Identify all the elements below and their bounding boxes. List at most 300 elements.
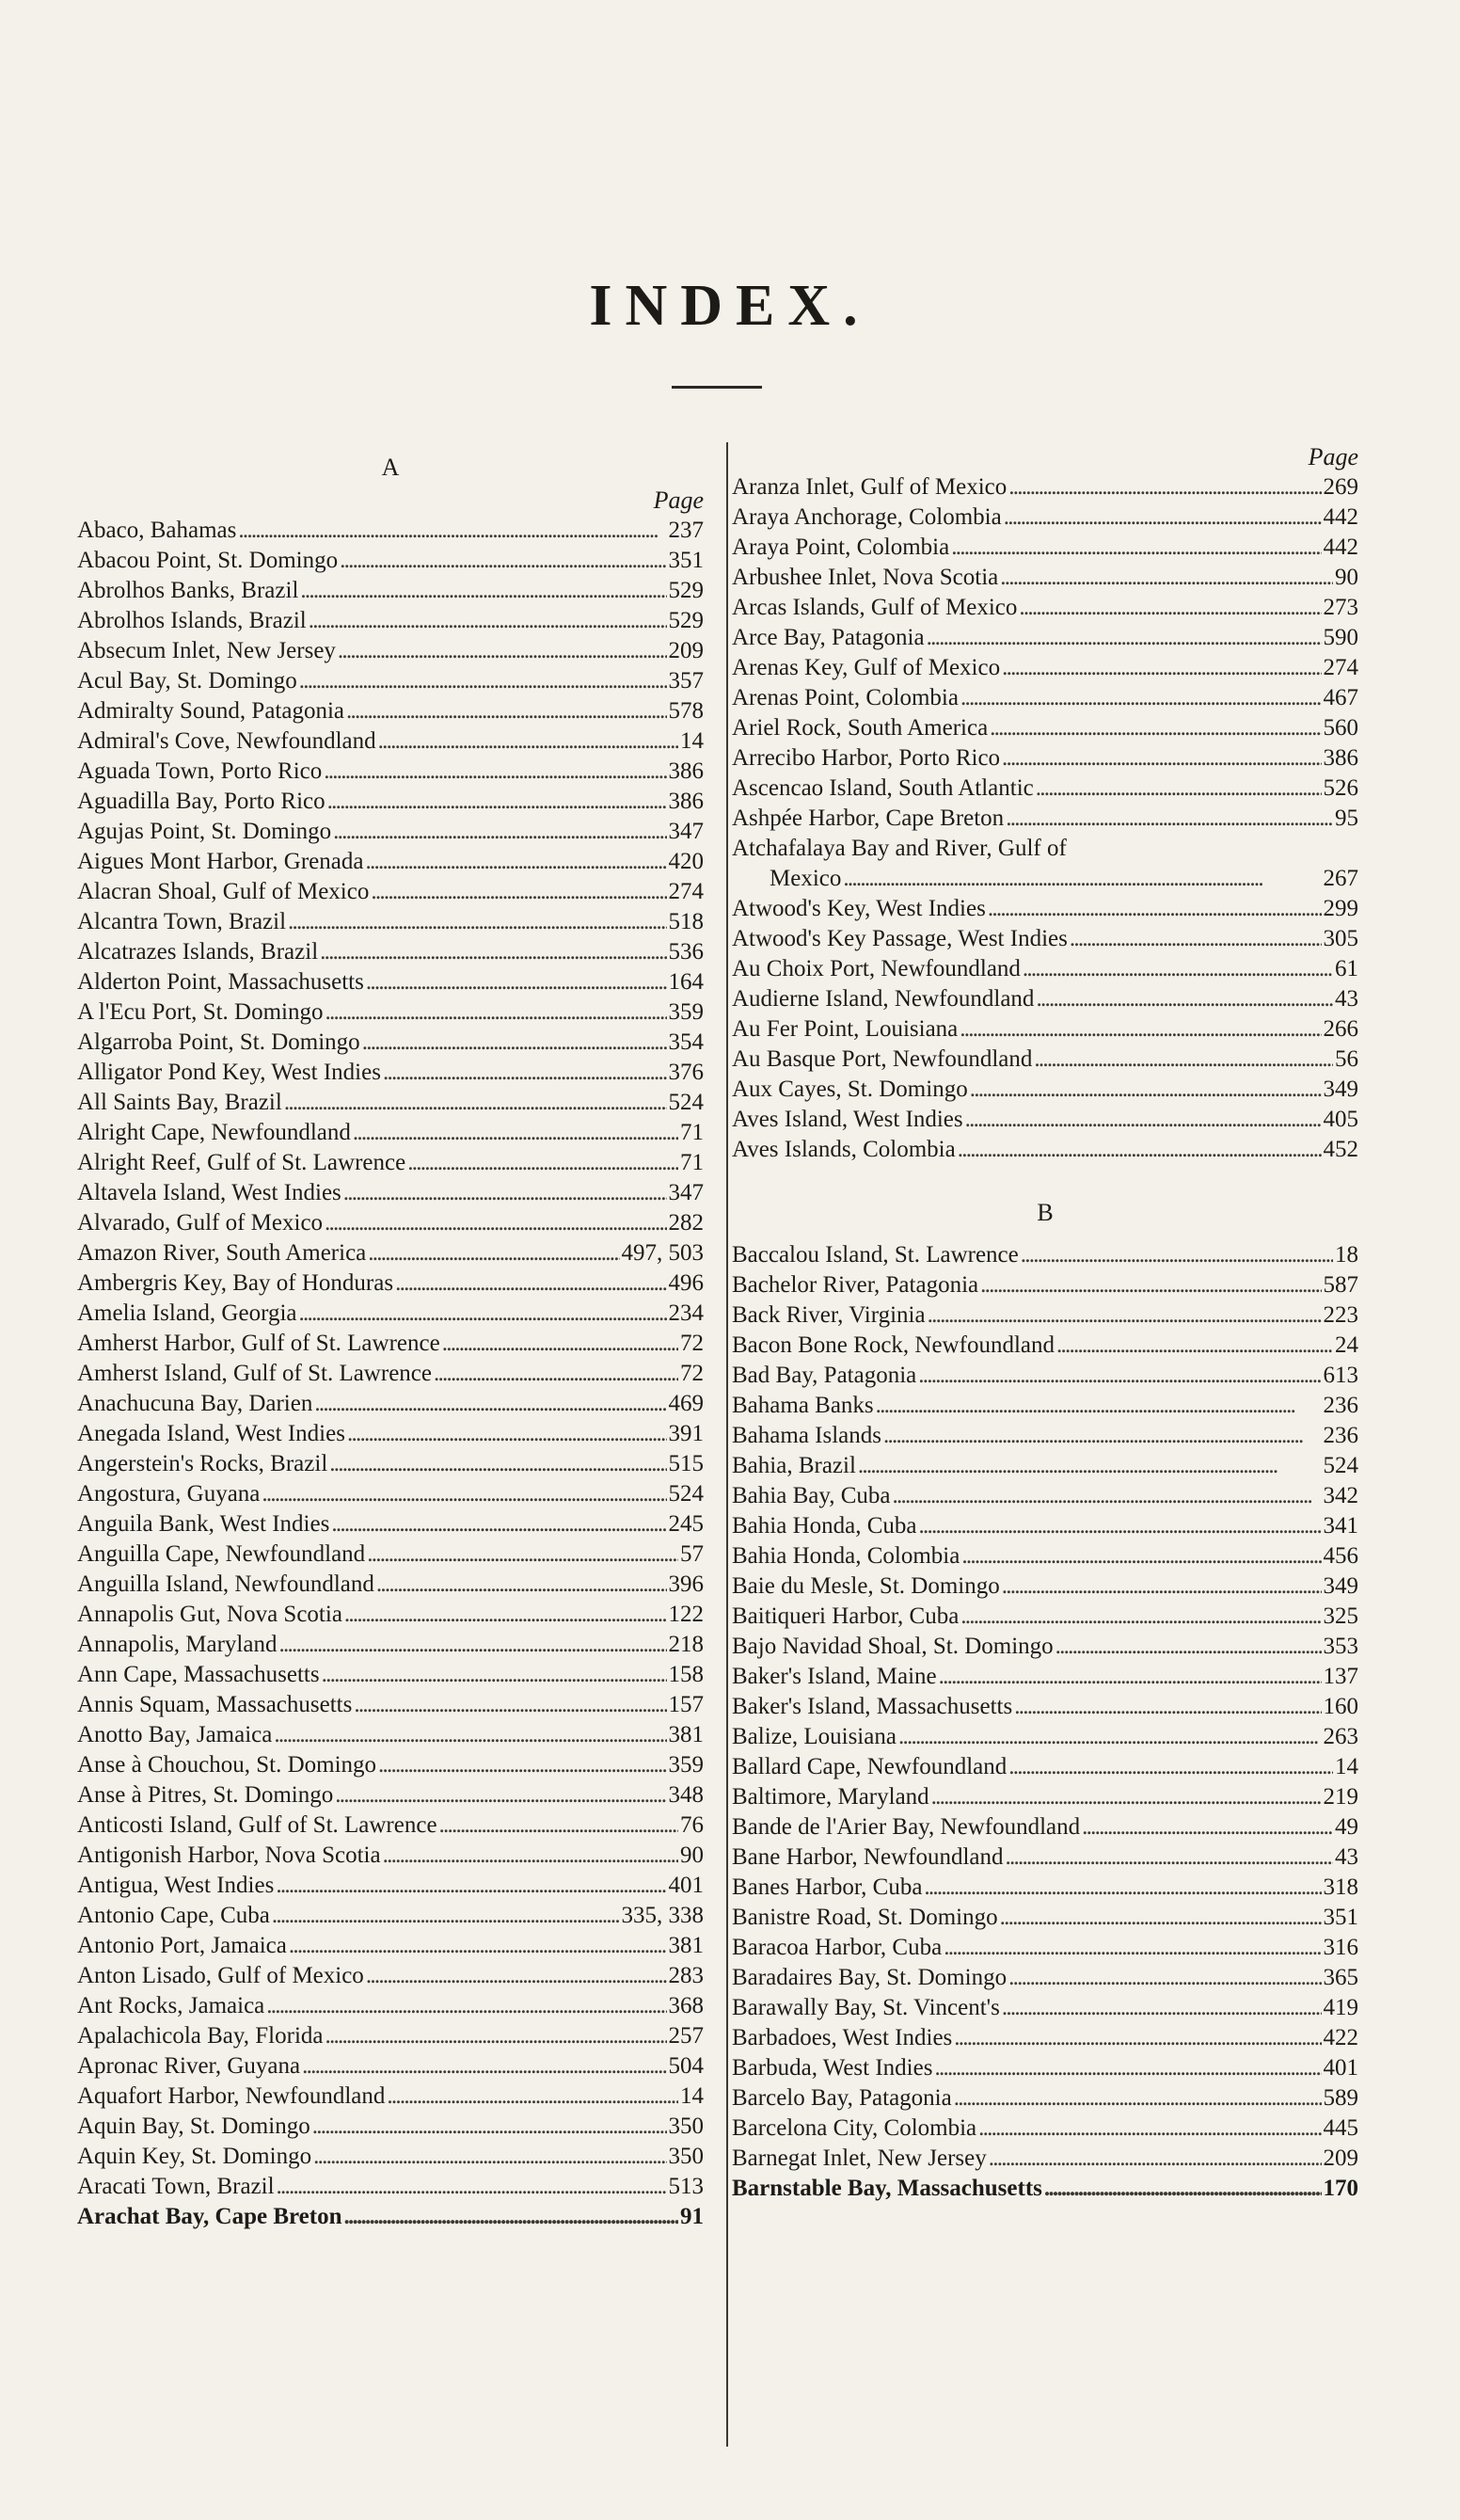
index-entry: [732, 2174, 1358, 2204]
leader-dots: [289, 1931, 667, 1961]
entry-page: 350: [668, 2113, 704, 2139]
index-entry: [732, 1752, 1358, 1782]
leader-dots: [1044, 2174, 1322, 2204]
entry-page: 43: [1335, 1844, 1358, 1870]
entry-page: 405: [1323, 1107, 1358, 1132]
entry-name: Anguilla Island, Newfoundland: [77, 1571, 374, 1597]
entry-page: 170: [1323, 2176, 1358, 2201]
entry-name: Annapolis, Maryland: [77, 1632, 278, 1657]
leader-dots: [1070, 924, 1322, 954]
entry-page: 263: [1323, 1724, 1358, 1749]
entry-name: Aguadilla Bay, Porto Rico: [77, 789, 325, 814]
leader-dots: [951, 533, 1321, 563]
index-entry: [77, 1961, 704, 1991]
entry-page: 518: [668, 909, 704, 934]
entry-page: 341: [1323, 1513, 1358, 1539]
index-entry: [77, 1841, 704, 1871]
index-entry: [77, 1058, 704, 1088]
entry-name: Admiral's Cove, Newfoundland: [77, 728, 376, 754]
leader-dots: [1056, 1331, 1333, 1361]
index-entry: [77, 1780, 704, 1810]
index-entry: [77, 2081, 704, 2112]
index-entry: [732, 502, 1358, 533]
leader-dots: [324, 757, 666, 787]
entry-page: 349: [1323, 1077, 1358, 1102]
leader-dots: [927, 623, 1322, 653]
entry-page: 318: [1323, 1874, 1358, 1900]
leader-dots: [346, 696, 667, 726]
entry-page: 526: [1323, 775, 1358, 801]
entry-name: Barcelo Bay, Patagonia: [732, 2085, 952, 2111]
index-entry: [732, 1045, 1358, 1075]
leader-dots: [1002, 1571, 1322, 1602]
entry-page: 325: [1323, 1603, 1358, 1629]
leader-dots: [278, 1630, 666, 1660]
index-entry: [732, 834, 1358, 864]
entry-page: 513: [668, 2174, 704, 2199]
entry-page: 613: [1323, 1363, 1358, 1388]
entry-page: 401: [668, 1873, 704, 1898]
entry-page: 359: [668, 999, 704, 1025]
leader-dots: [1008, 472, 1321, 502]
index-entry: [77, 1750, 704, 1780]
index-entry: [732, 1571, 1358, 1602]
index-entry: [77, 1509, 704, 1539]
entry-name: Banes Harbor, Cuba: [732, 1874, 923, 1900]
leader-dots: [338, 636, 667, 666]
entry-name: Bahia Honda, Cuba: [732, 1513, 917, 1539]
entry-name: Anachucuna Bay, Darien: [77, 1391, 313, 1416]
leader-dots: [965, 1105, 1322, 1135]
entry-page: 386: [668, 789, 704, 814]
entry-name: Angostura, Guyana: [77, 1481, 261, 1507]
entry-page: 72: [680, 1361, 704, 1386]
entry-name: Ariel Rock, South America: [732, 715, 989, 741]
index-list-left: [77, 516, 704, 2232]
leader-dots: [988, 894, 1322, 924]
index-entry: [77, 847, 704, 877]
entry-page: 350: [668, 2144, 704, 2169]
index-entry: [732, 1421, 1358, 1451]
leader-dots: [1006, 1842, 1334, 1873]
leader-dots: [960, 1014, 1321, 1045]
leader-dots: [918, 1361, 1321, 1391]
index-entry: [77, 2021, 704, 2051]
entry-page: 452: [1323, 1137, 1358, 1162]
index-entry: [732, 2083, 1358, 2113]
leader-dots: [368, 1238, 619, 1268]
entry-name: Alright Cape, Newfoundland: [77, 1120, 351, 1145]
entry-page: 524: [668, 1090, 704, 1115]
leader-dots: [284, 1088, 667, 1118]
entry-page: 515: [668, 1451, 704, 1476]
entry-page: 386: [668, 758, 704, 784]
entry-page: 43: [1335, 986, 1358, 1012]
leader-dots: [313, 2142, 666, 2172]
index-entry: [732, 1812, 1358, 1842]
entry-name: Bad Bay, Patagonia: [732, 1363, 917, 1388]
index-entry: [77, 1028, 704, 1058]
entry-name: Antonio Cape, Cuba: [77, 1903, 270, 1928]
index-entry: [77, 606, 704, 636]
entry-page: 353: [1323, 1634, 1358, 1659]
leader-dots: [327, 787, 667, 817]
index-entry: [732, 1105, 1358, 1135]
entry-name: Arenas Point, Colombia: [732, 685, 959, 710]
index-entry: [77, 2142, 704, 2172]
entry-page: 529: [668, 578, 704, 603]
entry-name: Anguila Bank, West Indies: [77, 1511, 330, 1537]
index-entry: [77, 1268, 704, 1299]
index-entry: [732, 743, 1358, 774]
leader-dots: [378, 726, 678, 757]
entry-name: Baie du Mesle, St. Domingo: [732, 1573, 1000, 1599]
entry-page: 266: [1323, 1016, 1358, 1042]
index-entry: [77, 1088, 704, 1118]
entry-page: 354: [668, 1029, 704, 1055]
leader-dots: [266, 1991, 666, 2021]
entry-page: 61: [1335, 956, 1358, 981]
index-entry: [732, 683, 1358, 713]
entry-page: 357: [668, 668, 704, 694]
leader-dots: [931, 1782, 1322, 1812]
leader-dots: [954, 2023, 1321, 2053]
section-heading-b: B: [1037, 1199, 1054, 1226]
entry-name: Au Choix Port, Newfoundland: [732, 956, 1021, 981]
left-column: [77, 442, 704, 2232]
leader-dots: [980, 1270, 1321, 1300]
index-entry: [77, 696, 704, 726]
entry-page: 524: [1323, 1453, 1358, 1478]
index-entry: [732, 2023, 1358, 2053]
index-entry: [77, 2202, 704, 2232]
index-entry: [77, 1660, 704, 1690]
entry-page: 347: [668, 819, 704, 844]
leader-dots: [1002, 743, 1321, 774]
entry-name: Barnstable Bay, Massachusetts: [732, 2176, 1042, 2201]
leader-dots: [961, 1541, 1321, 1571]
entry-page: 90: [680, 1842, 704, 1868]
entry-name: Abrolhos Islands, Brazil: [77, 608, 307, 633]
entry-name: Bacon Bone Rock, Newfoundland: [732, 1332, 1055, 1358]
leader-dots: [366, 967, 667, 997]
index-list-right-a: [732, 472, 1358, 834]
entry-name: Aguada Town, Porto Rico: [77, 758, 323, 784]
entry-page: 95: [1335, 805, 1358, 831]
leader-dots: [343, 2202, 678, 2232]
leader-dots: [892, 1481, 1321, 1511]
entry-name: Aves Islands, Colombia: [732, 1137, 956, 1162]
index-entry: [77, 516, 704, 546]
index-entry: [732, 1722, 1358, 1752]
index-entry: [77, 1299, 704, 1329]
leader-dots: [883, 1421, 1322, 1451]
entry-name: Barnegat Inlet, New Jersey: [732, 2145, 987, 2171]
entry-name: Apalachicola Bay, Florida: [77, 2023, 324, 2049]
index-entry: [77, 1871, 704, 1901]
entry-page: 335, 338: [621, 1903, 704, 1928]
leader-dots: [365, 847, 666, 877]
leader-dots: [331, 1509, 666, 1539]
index-entry: [732, 804, 1358, 834]
leader-dots: [383, 1058, 667, 1088]
leader-dots: [407, 1148, 678, 1178]
entry-name: Acul Bay, St. Domingo: [77, 668, 297, 694]
index-entry: [732, 1481, 1358, 1511]
leader-dots: [989, 2144, 1322, 2174]
index-entry: [732, 1873, 1358, 1903]
entry-name: Arce Bay, Patagonia: [732, 625, 925, 650]
entry-name: All Saints Bay, Brazil: [77, 1090, 282, 1115]
index-list-right-a2: [732, 894, 1358, 1165]
entry-name: Ashpée Harbor, Cape Breton: [732, 805, 1005, 831]
entry-page: 234: [668, 1300, 704, 1326]
title-rule: [672, 386, 762, 389]
index-entry: [732, 984, 1358, 1014]
entry-page: 351: [668, 548, 704, 573]
entry-page: 368: [668, 1993, 704, 2018]
entry-page: 504: [668, 2053, 704, 2079]
index-entry: [732, 1014, 1358, 1045]
index-entry: [77, 1359, 704, 1389]
page-column-header: Page: [1308, 443, 1358, 471]
entry-name: Aquafort Harbor, Newfoundland: [77, 2083, 386, 2109]
leader-dots: [1000, 1903, 1322, 1933]
leader-dots: [322, 1660, 667, 1690]
index-entry: [732, 1963, 1358, 1993]
index-entry: [732, 623, 1358, 653]
entry-page: 560: [1323, 715, 1358, 741]
index-entry: [732, 713, 1358, 743]
entry-name: Amelia Island, Georgia: [77, 1300, 297, 1326]
entry-page: 71: [680, 1150, 704, 1175]
entry-page: 257: [668, 2023, 704, 2049]
leader-dots: [325, 997, 666, 1028]
index-entry: [732, 1361, 1358, 1391]
entry-name: Araya Point, Colombia: [732, 534, 950, 560]
entry-name: Mexico: [770, 866, 842, 891]
index-entry: [77, 666, 704, 696]
entry-name: Anse à Chouchou, St. Domingo: [77, 1752, 377, 1778]
index-entry: [732, 1511, 1358, 1541]
entry-page: 71: [680, 1120, 704, 1145]
entry-page: 442: [1323, 504, 1358, 530]
index-entry: [732, 472, 1358, 502]
entry-page: 72: [680, 1331, 704, 1356]
index-entry: [77, 636, 704, 666]
entry-name: Angerstein's Rocks, Brazil: [77, 1451, 328, 1476]
entry-name: Atchafalaya Bay and River, Gulf of: [732, 836, 1067, 861]
leader-dots: [387, 2081, 678, 2112]
entry-page: 351: [1323, 1905, 1358, 1930]
entry-page: 381: [668, 1933, 704, 1958]
index-entry: [77, 907, 704, 937]
entry-page: 14: [1335, 1754, 1358, 1779]
entry-name: Balize, Louisiana: [732, 1724, 897, 1749]
leader-dots: [343, 1178, 667, 1208]
leader-dots: [299, 1299, 667, 1329]
index-entry: [77, 937, 704, 967]
entry-name: Barbadoes, West Indies: [732, 2025, 953, 2050]
entry-name: Alcantra Town, Brazil: [77, 909, 287, 934]
leader-dots: [312, 2112, 667, 2142]
index-entry: [77, 1178, 704, 1208]
entry-page: 578: [668, 698, 704, 724]
entry-page: 359: [668, 1752, 704, 1778]
page-column-header: Page: [653, 486, 704, 514]
entry-name: Baccalou Island, St. Lawrence: [732, 1242, 1019, 1268]
entry-name: Baker's Island, Massachusetts: [732, 1694, 1013, 1719]
leader-dots: [1006, 804, 1333, 834]
entry-page: 18: [1335, 1242, 1358, 1268]
index-entry: [732, 1451, 1358, 1481]
leader-dots: [367, 1539, 678, 1570]
entry-name: Anse à Pitres, St. Domingo: [77, 1782, 334, 1808]
index-entry: [77, 877, 704, 907]
entry-page: 236: [1323, 1393, 1358, 1418]
index-entry: [77, 1810, 704, 1841]
index-entry: [77, 1479, 704, 1509]
index-entry: [732, 563, 1358, 593]
entry-name: Annis Squam, Massachusetts: [77, 1692, 353, 1717]
index-entry: [732, 2113, 1358, 2144]
leader-dots: [395, 1268, 666, 1299]
entry-name: Anton Lisado, Gulf of Mexico: [77, 1963, 364, 1988]
entry-page: 467: [1323, 685, 1358, 710]
leader-dots: [1000, 563, 1333, 593]
leader-dots: [329, 1449, 666, 1479]
entry-name: Ascencao Island, South Atlantic: [732, 775, 1034, 801]
entry-page: 419: [1323, 1995, 1358, 2020]
index-entry: [732, 1933, 1358, 1963]
leader-dots: [1082, 1812, 1333, 1842]
entry-page: 274: [1323, 655, 1358, 680]
leader-dots: [314, 1389, 666, 1419]
leader-dots: [958, 1135, 1322, 1165]
entry-page: 391: [668, 1421, 704, 1446]
index-entry: [77, 1238, 704, 1268]
entry-page: 469: [668, 1391, 704, 1416]
leader-dots: [320, 937, 666, 967]
leader-dots: [376, 1570, 667, 1600]
index-entry: [732, 1135, 1358, 1165]
index-entry: [732, 1240, 1358, 1270]
leader-dots: [1023, 954, 1333, 984]
leader-dots: [990, 713, 1321, 743]
index-entry: [77, 1991, 704, 2021]
index-entry: [732, 533, 1358, 563]
index-entry: [732, 1602, 1358, 1632]
leader-dots: [347, 1419, 667, 1449]
entry-page: 267: [1323, 866, 1358, 891]
entry-name: Barawally Bay, St. Vincent's: [732, 1995, 1000, 2020]
leader-dots: [262, 1479, 666, 1509]
leader-dots: [1004, 502, 1322, 533]
entry-name: Baracoa Harbor, Cuba: [732, 1935, 943, 1960]
entry-name: Ant Rocks, Jamaica: [77, 1993, 265, 2018]
entry-page: 497, 503: [621, 1240, 704, 1266]
leader-dots: [1021, 1240, 1333, 1270]
entry-page: 49: [1335, 1814, 1358, 1840]
leader-dots: [366, 1961, 667, 1991]
entry-name: Abaco, Bahamas: [77, 518, 237, 543]
entry-name: Anticosti Island, Gulf of St. Lawrence: [77, 1812, 437, 1838]
leader-dots: [939, 1662, 1322, 1692]
leader-dots: [302, 2051, 666, 2081]
entry-name: Amherst Harbor, Gulf of St. Lawrence: [77, 1331, 440, 1356]
index-entry: [732, 1300, 1358, 1331]
entry-page: 283: [668, 1963, 704, 1988]
leader-dots: [944, 1933, 1321, 1963]
entry-page: 456: [1323, 1543, 1358, 1569]
index-entry: [732, 774, 1358, 804]
index-entry: [77, 1118, 704, 1148]
leader-dots: [1002, 1993, 1322, 2023]
index-entry: [732, 1692, 1358, 1722]
entry-page: 91: [680, 2204, 704, 2229]
section-heading-a: A: [381, 454, 400, 481]
entry-name: Admiralty Sound, Patagonia: [77, 698, 344, 724]
leader-dots: [1019, 593, 1321, 623]
entry-name: Arachat Bay, Cape Breton: [77, 2204, 342, 2229]
entry-name: Arbushee Inlet, Nova Scotia: [732, 565, 999, 590]
leader-dots: [928, 1300, 1322, 1331]
entry-name: Bahama Islands: [732, 1423, 881, 1448]
index-entry: [77, 726, 704, 757]
entry-name: Altavela Island, West Indies: [77, 1180, 341, 1205]
entry-name: Aigues Mont Harbor, Grenada: [77, 849, 364, 874]
leader-dots: [434, 1359, 678, 1389]
entry-page: 349: [1323, 1573, 1358, 1599]
index-entry: [732, 1782, 1358, 1812]
entry-name: Alright Reef, Gulf of St. Lawrence: [77, 1150, 406, 1175]
entry-name: Aves Island, West Indies: [732, 1107, 963, 1132]
entry-name: Baltimore, Maryland: [732, 1784, 929, 1810]
index-entry: [77, 1148, 704, 1178]
leader-dots: [876, 1391, 1322, 1421]
leader-dots: [272, 1901, 620, 1931]
entry-name: Alligator Pond Key, West Indies: [77, 1060, 381, 1085]
entry-page: 299: [1323, 896, 1358, 921]
index-entry: [732, 1541, 1358, 1571]
entry-page: 14: [680, 728, 704, 754]
leader-dots: [1002, 653, 1321, 683]
entry-page: 209: [1323, 2145, 1358, 2171]
leader-dots: [1036, 984, 1333, 1014]
entry-name: Antonio Port, Jamaica: [77, 1933, 287, 1958]
index-entry: [77, 1539, 704, 1570]
leader-dots: [924, 1873, 1321, 1903]
leader-dots: [960, 683, 1322, 713]
entry-page: 524: [668, 1481, 704, 1507]
entry-name: Audierne Island, Newfoundland: [732, 986, 1035, 1012]
entry-name: Atwood's Key Passage, West Indies: [732, 926, 1068, 951]
index-entry: [77, 2112, 704, 2142]
entry-page: 347: [668, 1180, 704, 1205]
entry-name: Antigonish Harbor, Nova Scotia: [77, 1842, 381, 1868]
leader-dots: [1036, 774, 1322, 804]
leader-dots: [1014, 1692, 1321, 1722]
index-entry: [732, 894, 1358, 924]
entry-page: 57: [680, 1541, 704, 1567]
index-entry: [732, 593, 1358, 623]
entry-name: Aquin Key, St. Domingo: [77, 2144, 312, 2169]
entry-name: Anotto Bay, Jamaica: [77, 1722, 273, 1747]
page-title: INDEX.: [589, 274, 871, 338]
entry-page: 274: [668, 879, 704, 904]
entry-name: Arenas Key, Gulf of Mexico: [732, 655, 1001, 680]
leader-dots: [276, 1871, 666, 1901]
